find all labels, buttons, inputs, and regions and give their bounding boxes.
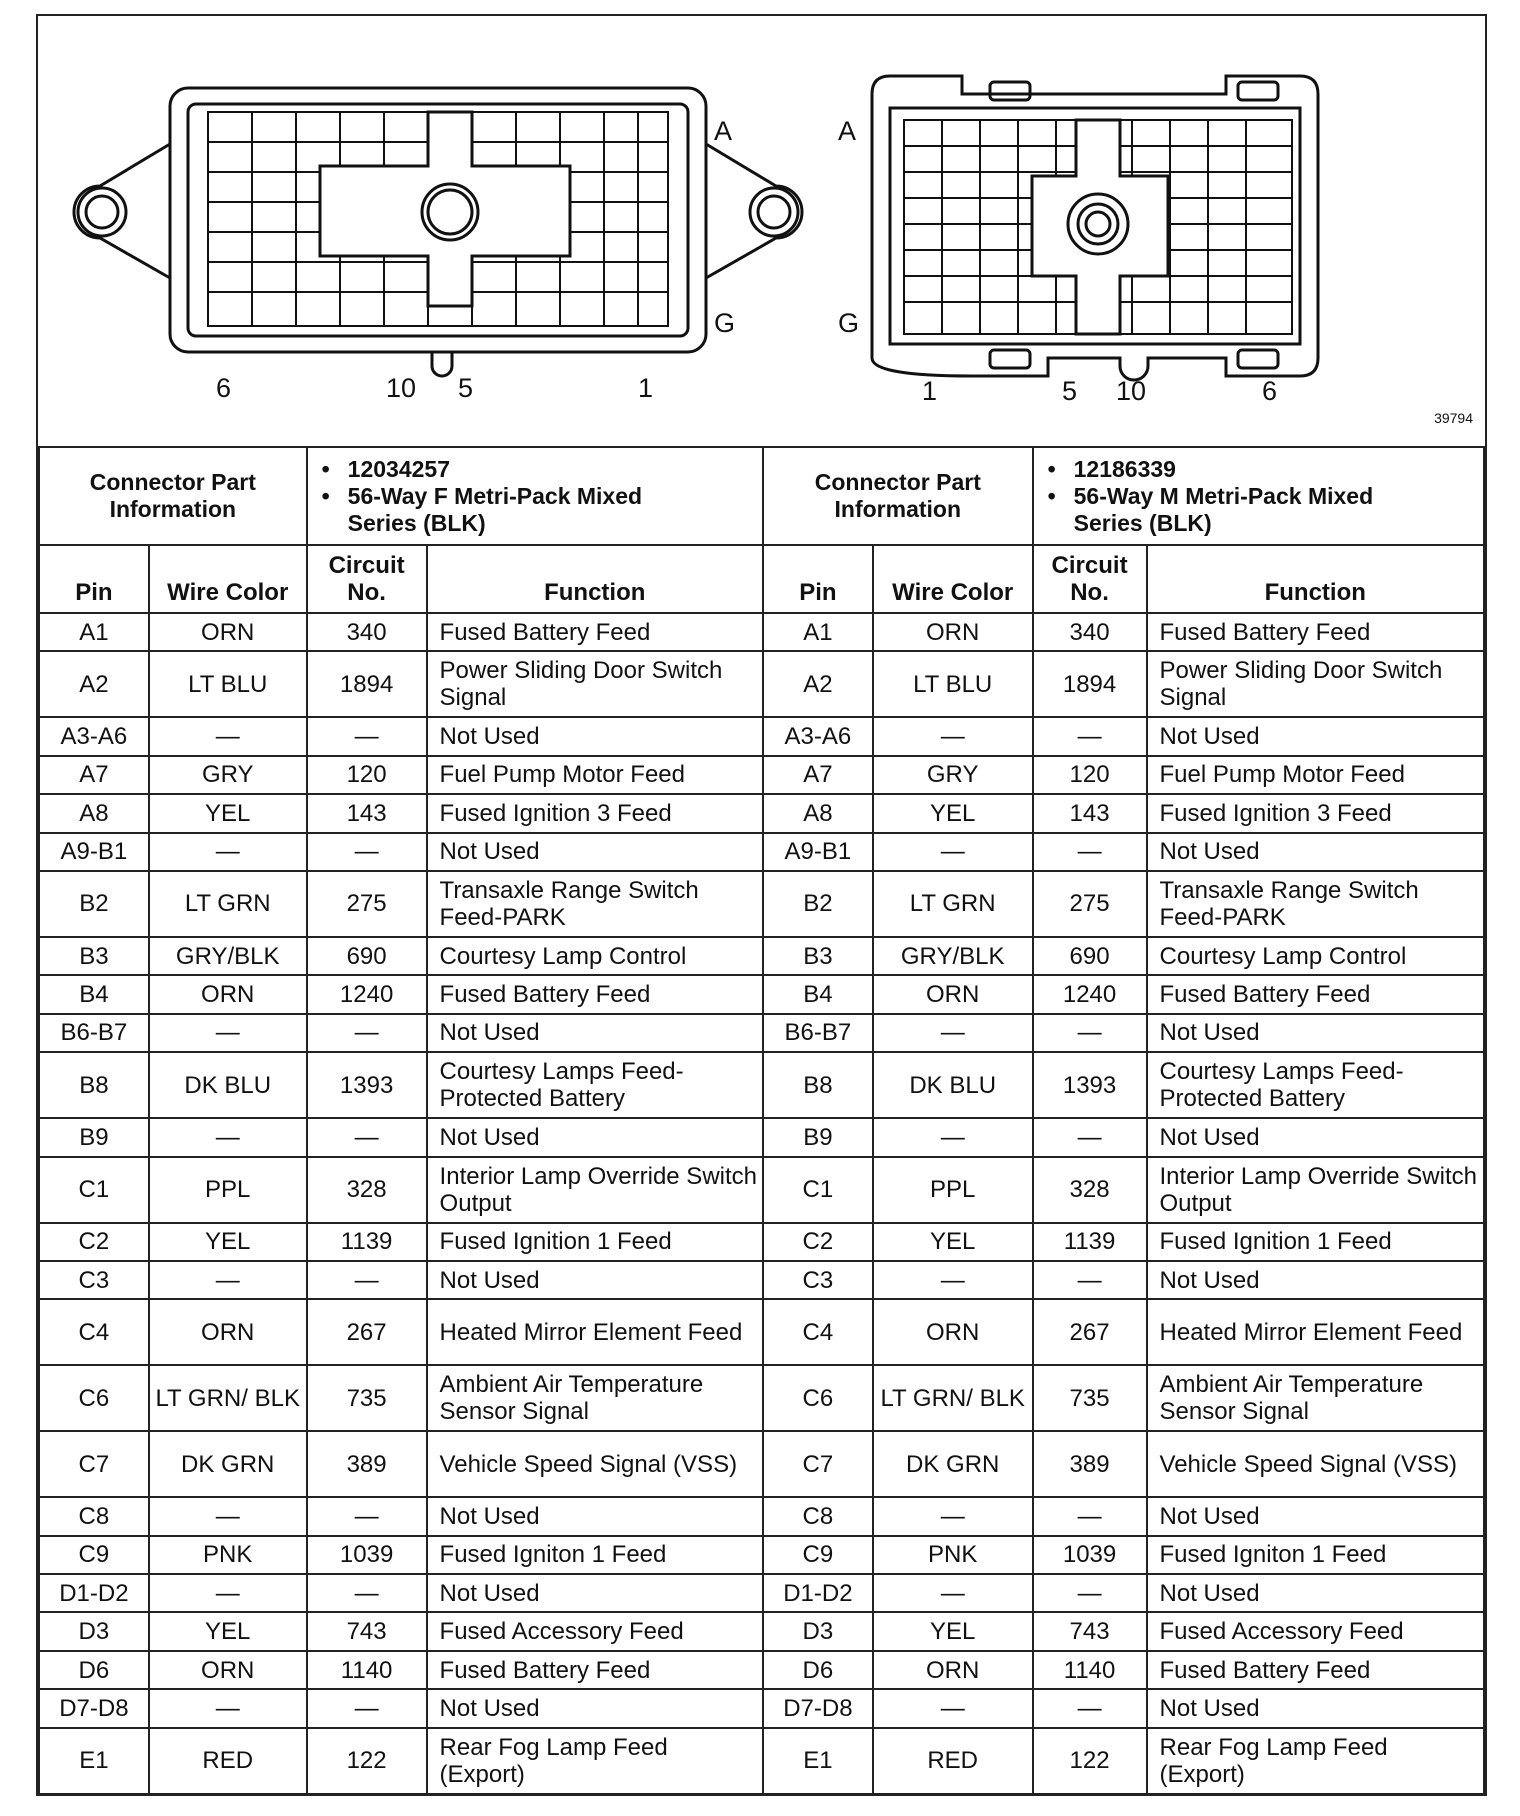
right-circuit-cell: 1039 bbox=[1033, 1536, 1147, 1574]
right-pin-cell: B2 bbox=[763, 871, 873, 937]
left-pin-cell: B3 bbox=[39, 937, 149, 975]
left-info-label-line: Connector Part bbox=[89, 469, 256, 495]
left-pin-cell: A9-B1 bbox=[39, 833, 149, 871]
left-wire-color-cell: — bbox=[149, 1689, 307, 1727]
left-pin-cell: B2 bbox=[39, 871, 149, 937]
left-function-cell: Not Used bbox=[427, 1261, 763, 1299]
left-circuit-cell: 735 bbox=[307, 1365, 427, 1431]
left-wire-color-cell: PNK bbox=[149, 1536, 307, 1574]
table-row bbox=[39, 1651, 1484, 1689]
right-function-cell: Fused Battery Feed bbox=[1147, 975, 1484, 1013]
left-circuit-cell: 743 bbox=[307, 1612, 427, 1650]
right-wire-color-cell: GRY bbox=[873, 756, 1033, 794]
right-pin-label: 6 bbox=[1262, 376, 1278, 406]
col-wire-color: Wire Color bbox=[873, 545, 1033, 613]
left-wire-color-cell: ORN bbox=[149, 613, 307, 651]
right-function-cell: Transaxle Range Switch Feed-PARK bbox=[1147, 871, 1484, 937]
left-pin-cell: C4 bbox=[39, 1299, 149, 1365]
left-wire-color-cell: ORN bbox=[149, 975, 307, 1013]
pinout-rows bbox=[39, 613, 1484, 1794]
right-wire-color-cell: PNK bbox=[873, 1536, 1033, 1574]
figure-id: 39794 bbox=[1434, 410, 1473, 426]
right-function-cell: Fused Ignition 3 Feed bbox=[1147, 794, 1484, 832]
left-circuit-cell: 340 bbox=[307, 613, 427, 651]
left-wire-color-cell: — bbox=[149, 1014, 307, 1052]
col-circuit-line: No. bbox=[347, 579, 386, 606]
right-pin-cell: B3 bbox=[763, 937, 873, 975]
right-wire-color-cell: LT GRN/ BLK bbox=[873, 1365, 1033, 1431]
right-function-cell: Ambient Air Temperature Sensor Signal bbox=[1147, 1365, 1484, 1431]
left-wire-color-cell: GRY bbox=[149, 756, 307, 794]
right-wire-color-cell: — bbox=[873, 1689, 1033, 1727]
left-function-cell: Power Sliding Door Switch Signal bbox=[427, 651, 763, 717]
left-pin-cell: C6 bbox=[39, 1365, 149, 1431]
right-wire-color-cell: — bbox=[873, 1497, 1033, 1535]
table-row bbox=[39, 871, 1484, 937]
right-pin-cell: C1 bbox=[763, 1157, 873, 1223]
right-circuit-cell: — bbox=[1033, 1261, 1147, 1299]
left-circuit-cell: — bbox=[307, 717, 427, 755]
right-wire-color-cell: LT BLU bbox=[873, 651, 1033, 717]
right-wire-color-cell: GRY/BLK bbox=[873, 937, 1033, 975]
right-wire-color-cell: DK BLU bbox=[873, 1052, 1033, 1118]
table-row bbox=[39, 833, 1484, 871]
left-wire-color-cell: — bbox=[149, 833, 307, 871]
left-wire-color-cell: — bbox=[149, 1118, 307, 1156]
left-pin-cell: D6 bbox=[39, 1651, 149, 1689]
right-pin-cell: C7 bbox=[763, 1431, 873, 1497]
left-pin-label: 1 bbox=[638, 373, 654, 403]
right-circuit-cell: 275 bbox=[1033, 871, 1147, 937]
right-wire-color-cell: ORN bbox=[873, 975, 1033, 1013]
right-function-cell: Not Used bbox=[1147, 1261, 1484, 1299]
right-circuit-cell: 143 bbox=[1033, 794, 1147, 832]
connector-info-row bbox=[39, 447, 1484, 545]
table-row bbox=[39, 756, 1484, 794]
right-wire-color-cell: YEL bbox=[873, 1223, 1033, 1261]
left-wire-color-cell: — bbox=[149, 1261, 307, 1299]
right-function-cell: Fused Igniton 1 Feed bbox=[1147, 1536, 1484, 1574]
right-pin-cell: B4 bbox=[763, 975, 873, 1013]
col-function: Function bbox=[427, 545, 763, 613]
table-row bbox=[39, 937, 1484, 975]
right-wire-color-cell: — bbox=[873, 1014, 1033, 1052]
right-wire-color-cell: ORN bbox=[873, 613, 1033, 651]
left-pin-cell: D1-D2 bbox=[39, 1574, 149, 1612]
right-info-label bbox=[763, 447, 1033, 545]
col-circuit bbox=[307, 545, 427, 613]
left-function-cell: Transaxle Range Switch Feed-PARK bbox=[427, 871, 763, 937]
right-wire-color-cell: RED bbox=[873, 1728, 1033, 1794]
left-pin-cell: C9 bbox=[39, 1536, 149, 1574]
left-row-label-top: A bbox=[714, 116, 733, 146]
left-pin-label: 6 bbox=[216, 373, 232, 403]
left-circuit-cell: — bbox=[307, 1689, 427, 1727]
left-function-cell: Courtesy Lamps Feed-Protected Battery bbox=[427, 1052, 763, 1118]
left-circuit-cell: 120 bbox=[307, 756, 427, 794]
left-row-label-bottom: G bbox=[714, 308, 736, 338]
table-row bbox=[39, 613, 1484, 651]
left-pin-cell: A3-A6 bbox=[39, 717, 149, 755]
left-pin-cell: B9 bbox=[39, 1118, 149, 1156]
left-wire-color-cell: — bbox=[149, 717, 307, 755]
right-function-cell: Fuel Pump Motor Feed bbox=[1147, 756, 1484, 794]
left-pin-cell: D3 bbox=[39, 1612, 149, 1650]
left-wire-color-cell: LT GRN bbox=[149, 871, 307, 937]
left-connector-drawing bbox=[74, 88, 802, 376]
left-description bbox=[348, 483, 758, 537]
left-circuit-cell: 1140 bbox=[307, 1651, 427, 1689]
left-description-line: Series (BLK) bbox=[347, 509, 486, 536]
right-pin-cell: D6 bbox=[763, 1651, 873, 1689]
left-info-label-line: Information bbox=[109, 496, 237, 522]
table-row bbox=[39, 1223, 1484, 1261]
left-pin-label: 5 bbox=[458, 373, 474, 403]
right-circuit-cell: — bbox=[1033, 1689, 1147, 1727]
col-function: Function bbox=[1147, 545, 1484, 613]
right-function-cell: Fused Battery Feed bbox=[1147, 613, 1484, 651]
right-pin-cell: A3-A6 bbox=[763, 717, 873, 755]
left-circuit-cell: — bbox=[307, 1261, 427, 1299]
left-pin-cell: C1 bbox=[39, 1157, 149, 1223]
left-function-cell: Fused Ignition 1 Feed bbox=[427, 1223, 763, 1261]
left-wire-color-cell: RED bbox=[149, 1728, 307, 1794]
left-connector-details bbox=[307, 447, 763, 545]
right-row-label-top: A bbox=[838, 116, 857, 146]
left-circuit-cell: 267 bbox=[307, 1299, 427, 1365]
left-wire-color-cell: GRY/BLK bbox=[149, 937, 307, 975]
right-pin-label: 1 bbox=[922, 376, 938, 406]
right-circuit-cell: 735 bbox=[1033, 1365, 1147, 1431]
right-function-cell: Not Used bbox=[1147, 717, 1484, 755]
connector-figure bbox=[38, 16, 1485, 448]
left-wire-color-cell: DK BLU bbox=[149, 1052, 307, 1118]
pinout-sheet bbox=[36, 14, 1487, 1796]
right-wire-color-cell: PPL bbox=[873, 1157, 1033, 1223]
left-circuit-cell: 122 bbox=[307, 1728, 427, 1794]
left-function-cell: Not Used bbox=[427, 833, 763, 871]
left-wire-color-cell: ORN bbox=[149, 1651, 307, 1689]
right-circuit-cell: — bbox=[1033, 1118, 1147, 1156]
table-row bbox=[39, 975, 1484, 1013]
right-circuit-cell: 1393 bbox=[1033, 1052, 1147, 1118]
right-pin-cell: C8 bbox=[763, 1497, 873, 1535]
right-wire-color-cell: — bbox=[873, 1574, 1033, 1612]
left-function-cell: Not Used bbox=[427, 1689, 763, 1727]
col-circuit bbox=[1033, 545, 1147, 613]
right-circuit-cell: 122 bbox=[1033, 1728, 1147, 1794]
col-pin: Pin bbox=[39, 545, 149, 613]
right-pin-cell: A7 bbox=[763, 756, 873, 794]
left-circuit-cell: 690 bbox=[307, 937, 427, 975]
right-pin-cell: A1 bbox=[763, 613, 873, 651]
left-pin-cell: C8 bbox=[39, 1497, 149, 1535]
left-wire-color-cell: YEL bbox=[149, 794, 307, 832]
right-connector-details bbox=[1033, 447, 1484, 545]
right-circuit-cell: 690 bbox=[1033, 937, 1147, 975]
table-row bbox=[39, 1299, 1484, 1365]
right-function-cell: Rear Fog Lamp Feed (Export) bbox=[1147, 1728, 1484, 1794]
table-row bbox=[39, 1365, 1484, 1431]
left-pin-cell: D7-D8 bbox=[39, 1689, 149, 1727]
table-row bbox=[39, 794, 1484, 832]
right-pin-cell: A8 bbox=[763, 794, 873, 832]
left-circuit-cell: 1393 bbox=[307, 1052, 427, 1118]
col-pin: Pin bbox=[763, 545, 873, 613]
right-circuit-cell: 1240 bbox=[1033, 975, 1147, 1013]
right-circuit-cell: 328 bbox=[1033, 1157, 1147, 1223]
left-function-cell: Fused Battery Feed bbox=[427, 613, 763, 651]
right-circuit-cell: 743 bbox=[1033, 1612, 1147, 1650]
right-function-cell: Vehicle Speed Signal (VSS) bbox=[1147, 1431, 1484, 1497]
right-wire-color-cell: ORN bbox=[873, 1651, 1033, 1689]
left-function-cell: Not Used bbox=[427, 1497, 763, 1535]
left-circuit-cell: 389 bbox=[307, 1431, 427, 1497]
left-pin-cell: E1 bbox=[39, 1728, 149, 1794]
table-row bbox=[39, 1689, 1484, 1727]
left-function-cell: Fuel Pump Motor Feed bbox=[427, 756, 763, 794]
right-circuit-cell: 340 bbox=[1033, 613, 1147, 651]
right-function-cell: Power Sliding Door Switch Signal bbox=[1147, 651, 1484, 717]
right-function-cell: Not Used bbox=[1147, 1574, 1484, 1612]
right-wire-color-cell: — bbox=[873, 833, 1033, 871]
left-wire-color-cell: — bbox=[149, 1497, 307, 1535]
left-function-cell: Rear Fog Lamp Feed (Export) bbox=[427, 1728, 763, 1794]
right-pin-cell: B6-B7 bbox=[763, 1014, 873, 1052]
left-circuit-cell: — bbox=[307, 1497, 427, 1535]
left-function-cell: Not Used bbox=[427, 1574, 763, 1612]
left-pin-cell: A8 bbox=[39, 794, 149, 832]
right-circuit-cell: 1139 bbox=[1033, 1223, 1147, 1261]
left-function-cell: Interior Lamp Override Switch Output bbox=[427, 1157, 763, 1223]
right-connector-drawing bbox=[872, 76, 1318, 380]
left-pin-cell: B6-B7 bbox=[39, 1014, 149, 1052]
left-pin-cell: B4 bbox=[39, 975, 149, 1013]
table-row bbox=[39, 1612, 1484, 1650]
left-pin-cell: B8 bbox=[39, 1052, 149, 1118]
right-wire-color-cell: DK GRN bbox=[873, 1431, 1033, 1497]
right-function-cell: Fused Accessory Feed bbox=[1147, 1612, 1484, 1650]
table-row bbox=[39, 1431, 1484, 1497]
right-description-line: 56-Way M Metri-Pack Mixed bbox=[1073, 482, 1374, 509]
right-function-cell: Courtesy Lamp Control bbox=[1147, 937, 1484, 975]
right-function-cell: Not Used bbox=[1147, 1014, 1484, 1052]
left-circuit-cell: 143 bbox=[307, 794, 427, 832]
right-circuit-cell: 389 bbox=[1033, 1431, 1147, 1497]
left-function-cell: Fused Ignition 3 Feed bbox=[427, 794, 763, 832]
table-row bbox=[39, 1014, 1484, 1052]
table-row bbox=[39, 1497, 1484, 1535]
left-pin-cell: C2 bbox=[39, 1223, 149, 1261]
col-wire-color: Wire Color bbox=[149, 545, 307, 613]
right-circuit-cell: 1894 bbox=[1033, 651, 1147, 717]
left-function-cell: Not Used bbox=[427, 1014, 763, 1052]
right-circuit-cell: 267 bbox=[1033, 1299, 1147, 1365]
pinout-table bbox=[38, 446, 1485, 1795]
right-wire-color-cell: YEL bbox=[873, 1612, 1033, 1650]
left-function-cell: Fused Accessory Feed bbox=[427, 1612, 763, 1650]
col-circuit-line: Circuit bbox=[1051, 552, 1128, 579]
table-row bbox=[39, 1728, 1484, 1794]
right-description-line: Series (BLK) bbox=[1073, 509, 1212, 536]
left-circuit-cell: — bbox=[307, 1118, 427, 1156]
col-circuit-line: No. bbox=[1070, 579, 1109, 606]
right-function-cell: Not Used bbox=[1147, 1118, 1484, 1156]
left-wire-color-cell: LT BLU bbox=[149, 651, 307, 717]
right-circuit-cell: — bbox=[1033, 1574, 1147, 1612]
right-function-cell: Not Used bbox=[1147, 833, 1484, 871]
left-function-cell: Fused Igniton 1 Feed bbox=[427, 1536, 763, 1574]
left-circuit-cell: 1139 bbox=[307, 1223, 427, 1261]
left-pin-cell: A2 bbox=[39, 651, 149, 717]
left-circuit-cell: 1039 bbox=[307, 1536, 427, 1574]
left-wire-color-cell: YEL bbox=[149, 1612, 307, 1650]
left-description-line: 56-Way F Metri-Pack Mixed bbox=[347, 482, 643, 509]
right-info-label-line: Information bbox=[834, 496, 962, 522]
left-pin-cell: A1 bbox=[39, 613, 149, 651]
right-function-cell: Courtesy Lamps Feed-Protected Battery bbox=[1147, 1052, 1484, 1118]
right-circuit-cell: — bbox=[1033, 1014, 1147, 1052]
right-pin-cell: C6 bbox=[763, 1365, 873, 1431]
right-circuit-cell: — bbox=[1033, 717, 1147, 755]
right-wire-color-cell: — bbox=[873, 1261, 1033, 1299]
right-circuit-cell: 1140 bbox=[1033, 1651, 1147, 1689]
left-circuit-cell: — bbox=[307, 1014, 427, 1052]
left-circuit-cell: 328 bbox=[307, 1157, 427, 1223]
right-function-cell: Fused Ignition 1 Feed bbox=[1147, 1223, 1484, 1261]
right-pin-cell: D3 bbox=[763, 1612, 873, 1650]
right-circuit-cell: 120 bbox=[1033, 756, 1147, 794]
right-wire-color-cell: — bbox=[873, 717, 1033, 755]
left-info-label bbox=[39, 447, 307, 545]
right-pin-cell: C9 bbox=[763, 1536, 873, 1574]
left-pin-cell: A7 bbox=[39, 756, 149, 794]
table-row bbox=[39, 1052, 1484, 1118]
left-function-cell: Not Used bbox=[427, 1118, 763, 1156]
right-pin-cell: B9 bbox=[763, 1118, 873, 1156]
left-wire-color-cell: YEL bbox=[149, 1223, 307, 1261]
left-function-cell: Vehicle Speed Signal (VSS) bbox=[427, 1431, 763, 1497]
right-function-cell: Not Used bbox=[1147, 1497, 1484, 1535]
left-pin-cell: C3 bbox=[39, 1261, 149, 1299]
right-part-number: • 12186339 bbox=[1074, 456, 1479, 483]
table-row bbox=[39, 1536, 1484, 1574]
table-row bbox=[39, 651, 1484, 717]
left-wire-color-cell: PPL bbox=[149, 1157, 307, 1223]
left-circuit-cell: — bbox=[307, 833, 427, 871]
right-pin-cell: A2 bbox=[763, 651, 873, 717]
right-pin-cell: C2 bbox=[763, 1223, 873, 1261]
table-row bbox=[39, 717, 1484, 755]
right-circuit-cell: — bbox=[1033, 833, 1147, 871]
right-pin-cell: E1 bbox=[763, 1728, 873, 1794]
left-function-cell: Courtesy Lamp Control bbox=[427, 937, 763, 975]
left-wire-color-cell: DK GRN bbox=[149, 1431, 307, 1497]
right-pin-cell: C3 bbox=[763, 1261, 873, 1299]
right-wire-color-cell: ORN bbox=[873, 1299, 1033, 1365]
right-info-label-line: Connector Part bbox=[814, 469, 981, 495]
left-circuit-cell: 1894 bbox=[307, 651, 427, 717]
table-row bbox=[39, 1118, 1484, 1156]
right-circuit-cell: — bbox=[1033, 1497, 1147, 1535]
left-function-cell: Fused Battery Feed bbox=[427, 1651, 763, 1689]
left-function-cell: Ambient Air Temperature Sensor Signal bbox=[427, 1365, 763, 1431]
right-wire-color-cell: — bbox=[873, 1118, 1033, 1156]
left-function-cell: Not Used bbox=[427, 717, 763, 755]
left-function-cell: Fused Battery Feed bbox=[427, 975, 763, 1013]
right-function-cell: Heated Mirror Element Feed bbox=[1147, 1299, 1484, 1365]
left-circuit-cell: 1240 bbox=[307, 975, 427, 1013]
right-pin-label: 10 bbox=[1116, 376, 1147, 406]
table-row bbox=[39, 1574, 1484, 1612]
right-pin-cell: C4 bbox=[763, 1299, 873, 1365]
left-function-cell: Heated Mirror Element Feed bbox=[427, 1299, 763, 1365]
right-pin-cell: D1-D2 bbox=[763, 1574, 873, 1612]
left-pin-cell: C7 bbox=[39, 1431, 149, 1497]
right-function-cell: Not Used bbox=[1147, 1689, 1484, 1727]
right-row-label-bottom: G bbox=[838, 308, 860, 338]
left-wire-color-cell: — bbox=[149, 1574, 307, 1612]
left-wire-color-cell: ORN bbox=[149, 1299, 307, 1365]
right-pin-cell: D7-D8 bbox=[763, 1689, 873, 1727]
left-circuit-cell: — bbox=[307, 1574, 427, 1612]
right-pin-label: 5 bbox=[1062, 376, 1078, 406]
left-wire-color-cell: LT GRN/ BLK bbox=[149, 1365, 307, 1431]
right-pin-cell: A9-B1 bbox=[763, 833, 873, 871]
right-description bbox=[1074, 483, 1479, 537]
col-circuit-line: Circuit bbox=[328, 552, 405, 579]
right-function-cell: Fused Battery Feed bbox=[1147, 1651, 1484, 1689]
right-wire-color-cell: YEL bbox=[873, 794, 1033, 832]
left-pin-label: 10 bbox=[386, 373, 417, 403]
table-row bbox=[39, 1157, 1484, 1223]
left-circuit-cell: 275 bbox=[307, 871, 427, 937]
right-pin-cell: B8 bbox=[763, 1052, 873, 1118]
right-function-cell: Interior Lamp Override Switch Output bbox=[1147, 1157, 1484, 1223]
table-row bbox=[39, 1261, 1484, 1299]
column-header-row bbox=[39, 545, 1484, 613]
right-wire-color-cell: LT GRN bbox=[873, 871, 1033, 937]
left-part-number: • 12034257 bbox=[348, 456, 758, 483]
